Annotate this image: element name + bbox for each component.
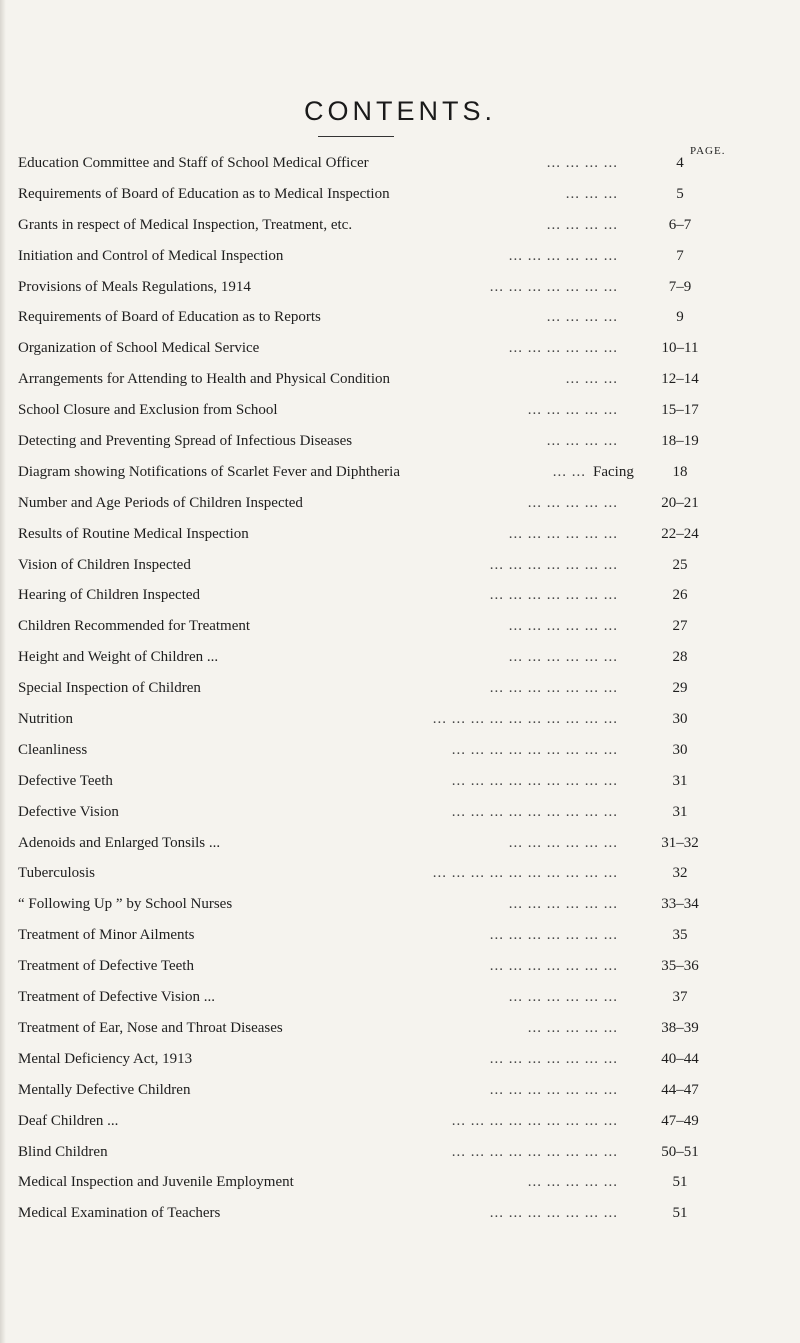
entry-leader-dots: ... ... ... ...: [546, 216, 618, 233]
entry-page-number: 29: [672, 680, 688, 697]
entry-leader-dots: ... ... ... ... ... ... ... ... ...: [451, 803, 618, 820]
contents-entry: [18, 895, 738, 926]
entry-leader-dots: ... ... ... ... ... ...: [508, 834, 618, 851]
entry-page-number: 31: [672, 772, 688, 789]
entry-title: Requirements of Board of Education as to Reports: [18, 309, 321, 326]
entry-leader-dots: ... ...: [552, 463, 586, 480]
entry-title: Children Recommended for Treatment: [18, 618, 251, 635]
entry-title: Vision of Children Inspected: [18, 556, 191, 573]
entry-leader-dots: ... ... ... ...: [546, 155, 618, 171]
contents-entry: [18, 1143, 738, 1174]
entry-page-number: 40–44: [661, 1050, 699, 1067]
entry-title: Initiation and Control of Medical Inspection: [18, 247, 284, 264]
entry-leader-dots: ... ... ...: [565, 185, 618, 202]
contents-entry: [18, 1050, 738, 1081]
entry-page-number: 6–7: [668, 216, 692, 233]
entry-title: Arrangements for Attending to Health and Physical Condition: [18, 371, 391, 388]
entry-title: Height and Weight of Children ...: [18, 649, 219, 666]
contents-entry: [18, 988, 738, 1019]
entry-leader-dots: ... ... ... ...: [546, 433, 618, 450]
contents-entry: [18, 1112, 738, 1143]
entry-title: Results of Routine Medical Inspection: [18, 525, 249, 542]
contents-entry: [18, 370, 738, 401]
page-edge-shadow: [0, 0, 6, 1343]
entry-page-number: 18–19: [661, 433, 699, 450]
entry-title: Defective Vision: [18, 803, 119, 820]
entry-leader-dots: ... ... ... ... ...: [527, 402, 618, 419]
entry-page-number: 25: [672, 556, 688, 573]
entry-page-number: 35: [672, 927, 688, 944]
entry-title: Treatment of Defective Teeth: [18, 958, 194, 975]
entry-leader-dots: ... ... ... ... ... ...: [508, 989, 618, 1006]
contents-entry: [18, 463, 738, 494]
entry-page-number: 44–47: [661, 1081, 699, 1098]
contents-entry: [18, 401, 738, 432]
entry-leader-dots: ... ... ... ... ... ... ... ... ... ...: [432, 711, 618, 728]
entry-title: Organization of School Medical Service: [18, 340, 260, 357]
contents-entry: [18, 679, 738, 710]
entry-title: Deaf Children ...: [18, 1112, 119, 1129]
entry-page-number: 51: [672, 1174, 688, 1191]
entry-leader-dots: ... ... ... ... ... ... ...: [489, 1205, 618, 1222]
entry-leader-dots: ... ... ... ... ... ...: [508, 896, 618, 913]
entry-title: “ Following Up ” by School Nurses: [18, 896, 233, 913]
contents-entry: [18, 741, 738, 772]
entry-page-number: 20–21: [661, 494, 699, 511]
entry-leader-dots: ... ... ... ... ... ...: [508, 618, 618, 635]
entry-title: School Closure and Exclusion from School: [18, 402, 278, 419]
entry-title: Special Inspection of Children: [18, 680, 201, 697]
entry-page-number: 27: [672, 618, 688, 635]
entry-page-number: 26: [672, 587, 688, 604]
entry-title: Grants in respect of Medical Inspection, Treatment, etc.: [18, 216, 353, 233]
entry-leader-dots: ... ... ...: [565, 371, 618, 388]
contents-entry: [18, 772, 738, 803]
contents-entry: [18, 247, 738, 278]
entry-leader-dots: ... ... ... ... ... ... ...: [489, 587, 618, 604]
entry-page-number: 18: [672, 463, 688, 480]
entry-title: Treatment of Ear, Nose and Throat Diseases: [18, 1019, 283, 1036]
contents-entry: [18, 864, 738, 895]
entry-leader-dots: ... ... ... ... ... ... ... ... ... ...: [432, 865, 618, 882]
contents-entry: [18, 525, 738, 556]
entry-title: Diagram showing Notifications of Scarlet Fever and Diphtheria: [18, 463, 400, 480]
entry-page-number: 30: [672, 711, 688, 728]
contents-entry: [18, 926, 738, 957]
entry-page-number: 7: [676, 247, 684, 264]
entry-title: Number and Age Periods of Children Inspected: [18, 494, 303, 511]
entry-leader-dots: ... ... ... ... ... ...: [508, 247, 618, 264]
contents-entry: [18, 216, 738, 247]
entry-leader-dots: ... ... ... ... ... ... ... ... ...: [451, 1143, 618, 1160]
entry-page-number: 10–11: [661, 340, 699, 357]
entry-title: Mentally Defective Children: [18, 1081, 191, 1098]
entry-leader-dots: ... ... ... ... ... ... ...: [489, 680, 618, 697]
entry-leader-dots: ... ... ... ... ... ...: [508, 649, 618, 666]
entry-page-number: 33–34: [661, 896, 699, 913]
entry-leader-dots: ... ... ... ... ... ... ...: [489, 927, 618, 944]
contents-entry: [18, 556, 738, 587]
entry-title: Nutrition: [18, 711, 73, 728]
entry-leader-dots: ... ... ... ... ... ...: [508, 340, 618, 357]
entry-leader-dots: ... ... ... ... ... ... ...: [489, 1081, 618, 1098]
entry-title: Education Committee and Staff of School Medical Officer: [18, 155, 369, 171]
entry-title: Medical Inspection and Juvenile Employment: [18, 1174, 294, 1191]
contents-entry: [18, 308, 738, 339]
title-divider: [318, 136, 394, 137]
entry-page-number: 50–51: [661, 1143, 699, 1160]
entry-page-number: 15–17: [661, 402, 699, 419]
entry-page-number: 28: [672, 649, 688, 666]
contents-list: [18, 154, 738, 1235]
entry-title: Medical Examination of Teachers: [18, 1205, 221, 1222]
contents-entry: [18, 1173, 738, 1204]
entry-page-number: 38–39: [661, 1019, 699, 1036]
entry-page-number: 31: [672, 803, 688, 820]
entry-leader-dots: ... ... ... ... ... ... ...: [489, 1050, 618, 1067]
contents-entry: [18, 1019, 738, 1050]
entry-page-number: 31–32: [661, 834, 699, 851]
contents-entry: [18, 339, 738, 370]
contents-entry: [18, 278, 738, 309]
contents-entry: [18, 617, 738, 648]
entry-leader-dots: ... ... ... ... ...: [527, 494, 618, 511]
entry-page-number: 9: [676, 309, 684, 326]
entry-note: Facing: [593, 463, 634, 480]
entry-title: Mental Deficiency Act, 1913: [18, 1050, 193, 1067]
entry-leader-dots: ... ... ... ... ...: [527, 1174, 618, 1191]
page-column-header: PAGE.: [690, 145, 726, 157]
entry-leader-dots: ... ... ... ... ... ... ... ... ...: [451, 772, 618, 789]
contents-entry: [18, 154, 738, 185]
entry-title: Adenoids and Enlarged Tonsils ...: [18, 834, 221, 851]
contents-entry: [18, 957, 738, 988]
entry-page-number: 7–9: [668, 278, 692, 295]
entry-leader-dots: ... ... ... ... ... ... ...: [489, 556, 618, 573]
entry-leader-dots: ... ... ... ...: [546, 309, 618, 326]
entry-page-number: 37: [672, 989, 688, 1006]
entry-title: Blind Children: [18, 1143, 108, 1160]
contents-entry: [18, 586, 738, 617]
entry-title: Treatment of Defective Vision ...: [18, 989, 215, 1006]
entry-leader-dots: ... ... ... ... ...: [527, 1019, 618, 1036]
entry-page-number: 47–49: [661, 1112, 699, 1129]
entry-leader-dots: ... ... ... ... ... ...: [508, 525, 618, 542]
entry-page-number: 12–14: [661, 371, 699, 388]
entry-page-number: 32: [672, 865, 688, 882]
entry-title: Requirements of Board of Education as to Medical Inspection: [18, 185, 390, 202]
contents-entry: [18, 432, 738, 463]
entry-title: Hearing of Children Inspected: [18, 587, 201, 604]
contents-entry: [18, 710, 738, 741]
entry-leader-dots: ... ... ... ... ... ... ...: [489, 278, 618, 295]
entry-page-number: 4: [676, 155, 684, 171]
page-title: CONTENTS.: [303, 96, 496, 127]
entry-leader-dots: ... ... ... ... ... ... ... ... ...: [451, 1112, 618, 1129]
entry-title: Treatment of Minor Ailments: [18, 927, 195, 944]
entry-page-number: 35–36: [661, 958, 699, 975]
entry-title: Cleanliness: [18, 741, 88, 758]
contents-entry: [18, 1204, 738, 1235]
entry-title: Detecting and Preventing Spread of Infectious Diseases: [18, 433, 353, 450]
contents-entry: [18, 648, 738, 679]
entry-title: Defective Teeth: [18, 772, 113, 789]
entry-leader-dots: ... ... ... ... ... ... ...: [489, 958, 618, 975]
contents-entry: [18, 185, 738, 216]
contents-entry: [18, 1081, 738, 1112]
entry-page-number: 51: [672, 1205, 688, 1222]
entry-title: Tuberculosis: [18, 865, 95, 882]
entry-leader-dots: ... ... ... ... ... ... ... ... ...: [451, 741, 618, 758]
entry-page-number: 5: [676, 185, 684, 202]
contents-entry: [18, 834, 738, 865]
entry-page-number: 22–24: [661, 525, 699, 542]
entry-page-number: 30: [672, 741, 688, 758]
entry-title: Provisions of Meals Regulations, 1914: [18, 278, 251, 295]
contents-entry: [18, 494, 738, 525]
contents-entry: [18, 803, 738, 834]
